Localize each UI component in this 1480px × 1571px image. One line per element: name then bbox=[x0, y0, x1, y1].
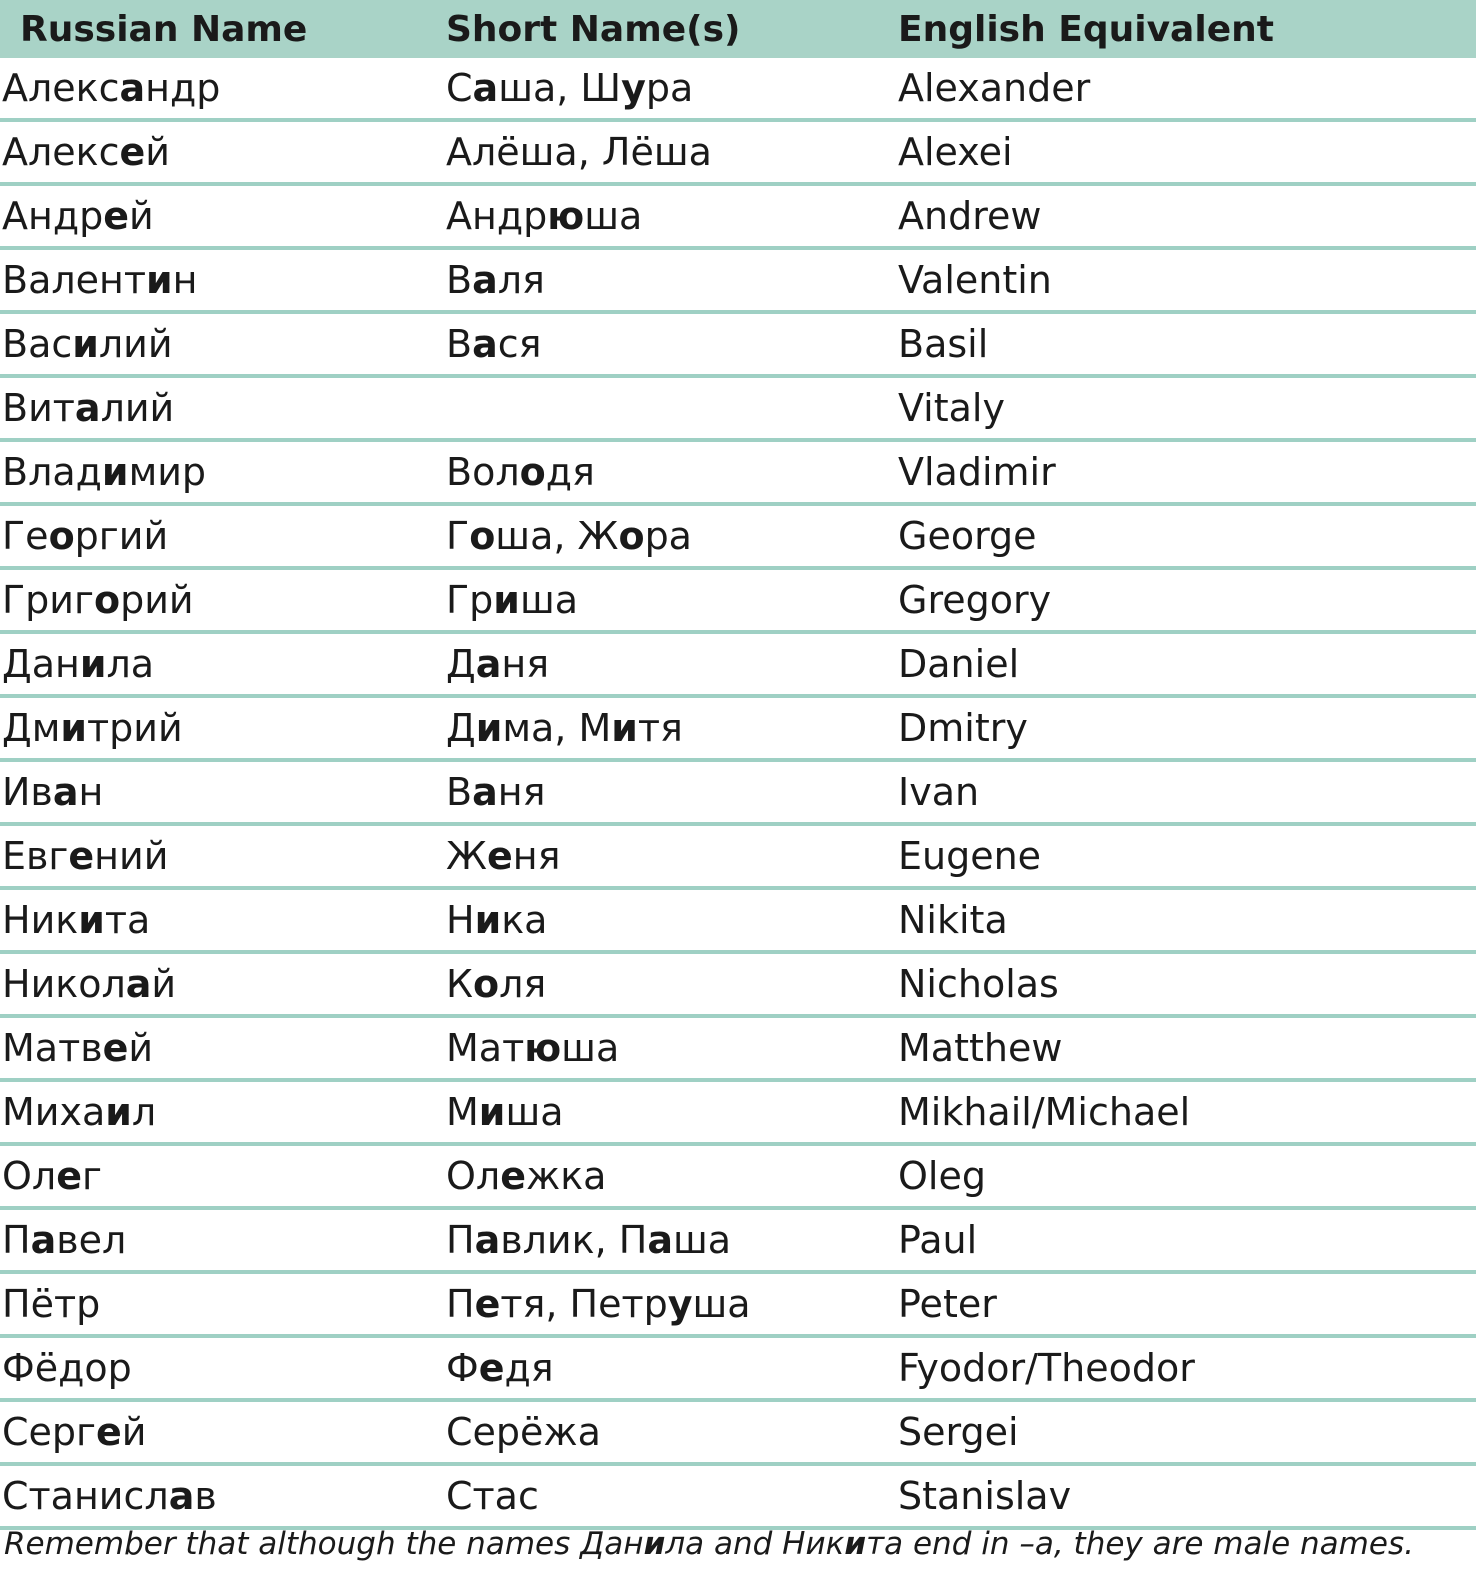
table-row bbox=[0, 58, 1476, 122]
stressed-letter: и bbox=[146, 258, 173, 302]
russian-name-cell bbox=[0, 386, 446, 430]
stressed-letter: е bbox=[500, 1154, 526, 1198]
english-equivalent-cell: Stanislav bbox=[898, 1474, 1072, 1518]
stressed-letter: о bbox=[618, 514, 645, 558]
text-segment: Стас bbox=[446, 1474, 539, 1518]
text-segment: трий bbox=[87, 706, 183, 750]
table-row bbox=[0, 1018, 1476, 1082]
text-segment: ля bbox=[497, 258, 545, 302]
russian-name-cell bbox=[0, 1026, 446, 1070]
english-equivalent-cell: Fyodor/Theodor bbox=[898, 1346, 1195, 1390]
text-segment: ргий bbox=[74, 514, 169, 558]
stressed-letter: а bbox=[168, 1474, 195, 1518]
stressed-letter: а bbox=[119, 66, 146, 110]
text-segment: Евг bbox=[2, 834, 69, 878]
table-row bbox=[0, 762, 1476, 826]
text-segment: Миха bbox=[2, 1090, 106, 1134]
short-names-cell bbox=[446, 706, 898, 750]
table-row bbox=[0, 826, 1476, 890]
table-row bbox=[0, 1402, 1476, 1466]
text-segment: В bbox=[446, 258, 473, 302]
russian-name-cell bbox=[0, 578, 446, 622]
text-segment: дя bbox=[545, 450, 595, 494]
text-segment: н bbox=[78, 770, 104, 814]
english-equivalent-cell: Dmitry bbox=[898, 706, 1028, 750]
text-segment: ша bbox=[519, 578, 578, 622]
text-segment: ша, Ж bbox=[495, 514, 619, 558]
stressed-letter: а bbox=[30, 1218, 57, 1262]
text-segment: ня bbox=[501, 642, 550, 686]
text-segment: ша bbox=[584, 194, 643, 238]
text-segment: Ив bbox=[2, 770, 53, 814]
text-segment: ша bbox=[672, 1218, 732, 1262]
table-row bbox=[0, 442, 1476, 506]
text-segment: Станисл bbox=[2, 1474, 169, 1518]
short-names-cell bbox=[446, 66, 898, 110]
english-equivalent-cell: Vitaly bbox=[898, 386, 1005, 430]
table-row bbox=[0, 1466, 1476, 1530]
short-names-cell bbox=[446, 770, 898, 814]
stressed-letter: о bbox=[469, 514, 496, 558]
text-segment: Валент bbox=[2, 258, 147, 302]
short-names-cell bbox=[446, 258, 898, 302]
text-segment: Андр bbox=[446, 194, 548, 238]
text-segment: й bbox=[129, 194, 154, 238]
text-segment: в bbox=[194, 1474, 217, 1518]
text-segment: Вит bbox=[2, 386, 75, 430]
stressed-letter: а bbox=[474, 1218, 501, 1262]
russian-name-cell bbox=[0, 450, 446, 494]
stressed-letter: и bbox=[643, 1526, 666, 1562]
text-segment: тя, Петр bbox=[500, 1282, 668, 1326]
text-segment: Вас bbox=[2, 322, 73, 366]
stressed-letter: е bbox=[56, 1154, 82, 1198]
english-equivalent-cell: Matthew bbox=[898, 1026, 1063, 1070]
text-segment: н bbox=[172, 258, 198, 302]
english-equivalent-cell: Paul bbox=[898, 1218, 978, 1262]
header-russian-name: Russian Name bbox=[20, 8, 308, 50]
text-segment: К bbox=[446, 962, 473, 1006]
table-row bbox=[0, 1338, 1476, 1402]
russian-name-cell bbox=[0, 706, 446, 750]
text-segment: П bbox=[2, 1218, 31, 1262]
english-equivalent-cell: Alexei bbox=[898, 130, 1013, 174]
stressed-letter: е bbox=[103, 194, 130, 238]
text-segment: ша, Ш bbox=[498, 66, 622, 110]
text-segment: Влад bbox=[2, 450, 102, 494]
text-segment: ша bbox=[505, 1090, 564, 1134]
text-segment: С bbox=[446, 66, 473, 110]
short-names-cell bbox=[446, 578, 898, 622]
table-row bbox=[0, 378, 1476, 442]
short-names-cell bbox=[446, 1218, 898, 1262]
short-names-cell bbox=[446, 130, 898, 174]
table-row bbox=[0, 634, 1476, 698]
stressed-letter: и bbox=[105, 1090, 132, 1134]
stressed-letter: а bbox=[74, 386, 101, 430]
stressed-letter: и bbox=[611, 706, 638, 750]
text-segment: ля bbox=[499, 962, 547, 1006]
text-segment: Григ bbox=[2, 578, 94, 622]
stressed-letter: а bbox=[472, 258, 498, 302]
russian-name-cell bbox=[0, 258, 446, 302]
table-header bbox=[0, 0, 1476, 58]
russian-name-cell bbox=[0, 642, 446, 686]
table-row bbox=[0, 890, 1476, 954]
short-names-cell bbox=[446, 1026, 898, 1070]
short-names-cell bbox=[446, 1282, 898, 1326]
stressed-letter: и bbox=[60, 706, 87, 750]
table-row bbox=[0, 314, 1476, 378]
text-segment: Мат bbox=[446, 1026, 525, 1070]
text-segment: Андр bbox=[2, 194, 104, 238]
stressed-letter: е bbox=[478, 1346, 505, 1390]
russian-name-cell bbox=[0, 130, 446, 174]
text-segment: ндр bbox=[145, 66, 221, 110]
table-row bbox=[0, 506, 1476, 570]
stressed-letter: е bbox=[102, 1026, 129, 1070]
russian-name-cell bbox=[0, 66, 446, 110]
text-segment: ся bbox=[497, 322, 542, 366]
text-segment: Ол bbox=[2, 1154, 57, 1198]
text-segment: В bbox=[446, 770, 473, 814]
text-segment: М bbox=[446, 1090, 479, 1134]
english-equivalent-cell: Mikhail/Michael bbox=[898, 1090, 1191, 1134]
text-segment: ний bbox=[94, 834, 169, 878]
table-row bbox=[0, 954, 1476, 1018]
text-segment: Алёша, Лёша bbox=[446, 130, 712, 174]
text-segment: ма, М bbox=[502, 706, 612, 750]
text-segment: Матв bbox=[2, 1026, 103, 1070]
text-segment: рий bbox=[120, 578, 194, 622]
text-segment: Алекс bbox=[2, 66, 120, 110]
english-equivalent-cell: Eugene bbox=[898, 834, 1042, 878]
short-names-cell bbox=[446, 1410, 898, 1454]
table-row bbox=[0, 250, 1476, 314]
short-names-cell bbox=[446, 1154, 898, 1198]
stressed-letter: и bbox=[72, 322, 99, 366]
stressed-letter: е bbox=[119, 130, 146, 174]
stressed-letter: е bbox=[96, 1410, 122, 1454]
stressed-letter: о bbox=[472, 962, 500, 1006]
text-segment: Д bbox=[446, 642, 476, 686]
text-segment: Ге bbox=[2, 514, 49, 558]
stressed-letter: е bbox=[486, 834, 513, 878]
text-segment: Никол bbox=[2, 962, 126, 1006]
english-equivalent-cell: Oleg bbox=[898, 1154, 986, 1198]
text-segment: тя bbox=[637, 706, 683, 750]
english-equivalent-cell: Peter bbox=[898, 1282, 997, 1326]
short-names-cell bbox=[446, 898, 898, 942]
russian-name-cell bbox=[0, 1346, 446, 1390]
russian-name-cell bbox=[0, 1154, 446, 1198]
text-segment: ня bbox=[512, 834, 561, 878]
english-equivalent-cell: Nicholas bbox=[898, 962, 1059, 1006]
short-names-cell bbox=[446, 194, 898, 238]
stressed-letter: у bbox=[621, 66, 646, 110]
english-equivalent-cell: Alexander bbox=[898, 66, 1091, 110]
russian-name-cell bbox=[0, 898, 446, 942]
text-segment: ня bbox=[497, 770, 546, 814]
russian-name-cell bbox=[0, 1474, 446, 1518]
stressed-letter: и bbox=[475, 706, 503, 750]
stressed-letter: а bbox=[125, 962, 152, 1006]
stressed-letter: е bbox=[68, 834, 95, 878]
text-segment: Фёдор bbox=[2, 1346, 132, 1390]
short-names-cell bbox=[446, 962, 898, 1006]
table-row bbox=[0, 1274, 1476, 1338]
english-equivalent-cell: Ivan bbox=[898, 770, 980, 814]
text-segment: та bbox=[104, 898, 151, 942]
text-segment: Remember that although the names Дан bbox=[4, 1526, 644, 1562]
russian-name-cell bbox=[0, 962, 446, 1006]
english-equivalent-cell: Andrew bbox=[898, 194, 1042, 238]
stressed-letter: и bbox=[478, 1090, 506, 1134]
table-body bbox=[0, 58, 1476, 1530]
text-segment: ла bbox=[106, 642, 155, 686]
english-equivalent-cell: Valentin bbox=[898, 258, 1052, 302]
text-segment: ра bbox=[644, 514, 692, 558]
header-short-names: Short Name(s) bbox=[446, 8, 741, 50]
stressed-letter: о bbox=[519, 450, 546, 494]
stressed-letter: и bbox=[493, 578, 520, 622]
short-names-cell bbox=[446, 450, 898, 494]
english-equivalent-cell: George bbox=[898, 514, 1037, 558]
text-segment: Ник bbox=[2, 898, 79, 942]
english-equivalent-cell: Vladimir bbox=[898, 450, 1056, 494]
short-names-cell bbox=[446, 514, 898, 558]
english-equivalent-cell: Gregory bbox=[898, 578, 1052, 622]
short-names-cell bbox=[446, 322, 898, 366]
russian-name-cell bbox=[0, 1282, 446, 1326]
text-segment: й bbox=[121, 1410, 147, 1454]
english-equivalent-cell: Sergei bbox=[898, 1410, 1019, 1454]
short-names-cell bbox=[446, 642, 898, 686]
header-english-equivalent: English Equivalent bbox=[898, 8, 1274, 50]
text-segment: вел bbox=[56, 1218, 127, 1262]
russian-name-cell bbox=[0, 834, 446, 878]
text-segment: ка bbox=[501, 898, 548, 942]
text-segment: Алекс bbox=[2, 130, 120, 174]
text-segment: лий bbox=[98, 322, 173, 366]
text-segment: мир bbox=[128, 450, 207, 494]
short-names-cell bbox=[446, 1090, 898, 1134]
text-segment: й bbox=[128, 1026, 154, 1070]
table-row bbox=[0, 1082, 1476, 1146]
stressed-letter: и bbox=[844, 1526, 867, 1562]
russian-name-cell bbox=[0, 1410, 446, 1454]
text-segment: дя bbox=[504, 1346, 554, 1390]
text-segment: ла and Ник bbox=[665, 1526, 845, 1562]
text-segment: жка bbox=[525, 1154, 607, 1198]
table-row bbox=[0, 1210, 1476, 1274]
table-row bbox=[0, 570, 1476, 634]
table-row bbox=[0, 122, 1476, 186]
stressed-letter: и bbox=[101, 450, 129, 494]
text-segment: Дан bbox=[2, 642, 80, 686]
stressed-letter: о bbox=[48, 514, 75, 558]
russian-name-cell bbox=[0, 322, 446, 366]
stressed-letter: и bbox=[78, 898, 105, 942]
stressed-letter: а bbox=[52, 770, 79, 814]
text-segment: Ж bbox=[446, 834, 487, 878]
stressed-letter: у bbox=[667, 1282, 693, 1326]
stressed-letter: и bbox=[474, 898, 502, 942]
text-segment: Серёжа bbox=[446, 1410, 601, 1454]
text-segment: й bbox=[151, 962, 177, 1006]
text-segment: Дм bbox=[2, 706, 61, 750]
russian-name-cell bbox=[0, 1090, 446, 1134]
table-row bbox=[0, 1146, 1476, 1210]
text-segment: П bbox=[446, 1282, 475, 1326]
footnote bbox=[4, 1526, 1414, 1562]
short-names-cell bbox=[446, 1474, 898, 1518]
stressed-letter: а bbox=[472, 770, 498, 814]
text-segment: Г bbox=[446, 514, 470, 558]
russian-name-cell bbox=[0, 1218, 446, 1262]
text-segment: Гр bbox=[446, 578, 494, 622]
table-row bbox=[0, 698, 1476, 762]
text-segment: Н bbox=[446, 898, 475, 942]
text-segment: ша bbox=[692, 1282, 751, 1326]
text-segment: лий bbox=[100, 386, 175, 430]
text-segment: Ф bbox=[446, 1346, 479, 1390]
text-segment: влик, П bbox=[500, 1218, 648, 1262]
text-segment: та end in –a, they are male names. bbox=[866, 1526, 1414, 1562]
text-segment: ра bbox=[645, 66, 694, 110]
stressed-letter: а bbox=[472, 322, 498, 366]
short-names-cell bbox=[446, 834, 898, 878]
english-equivalent-cell: Nikita bbox=[898, 898, 1008, 942]
russian-name-cell bbox=[0, 514, 446, 558]
text-segment: й bbox=[145, 130, 170, 174]
stressed-letter: а bbox=[647, 1218, 673, 1262]
stressed-letter: е bbox=[474, 1282, 501, 1326]
text-segment: Серг bbox=[2, 1410, 96, 1454]
text-segment: л bbox=[131, 1090, 157, 1134]
english-equivalent-cell: Daniel bbox=[898, 642, 1020, 686]
table-row bbox=[0, 186, 1476, 250]
stressed-letter: а bbox=[475, 642, 502, 686]
text-segment: г bbox=[81, 1154, 102, 1198]
text-segment: Вол bbox=[446, 450, 520, 494]
stressed-letter: ю bbox=[547, 194, 585, 238]
russian-name-cell bbox=[0, 194, 446, 238]
text-segment: П bbox=[446, 1218, 475, 1262]
text-segment: Ол bbox=[446, 1154, 501, 1198]
stressed-letter: а bbox=[472, 66, 499, 110]
short-names-cell bbox=[446, 1346, 898, 1390]
stressed-letter: о bbox=[93, 578, 121, 622]
text-segment: Пётр bbox=[2, 1282, 101, 1326]
text-segment: Д bbox=[446, 706, 476, 750]
stressed-letter: ю bbox=[524, 1026, 562, 1070]
text-segment: ша bbox=[561, 1026, 620, 1070]
stressed-letter: и bbox=[79, 642, 107, 686]
english-equivalent-cell: Basil bbox=[898, 322, 989, 366]
text-segment: В bbox=[446, 322, 473, 366]
russian-name-cell bbox=[0, 770, 446, 814]
